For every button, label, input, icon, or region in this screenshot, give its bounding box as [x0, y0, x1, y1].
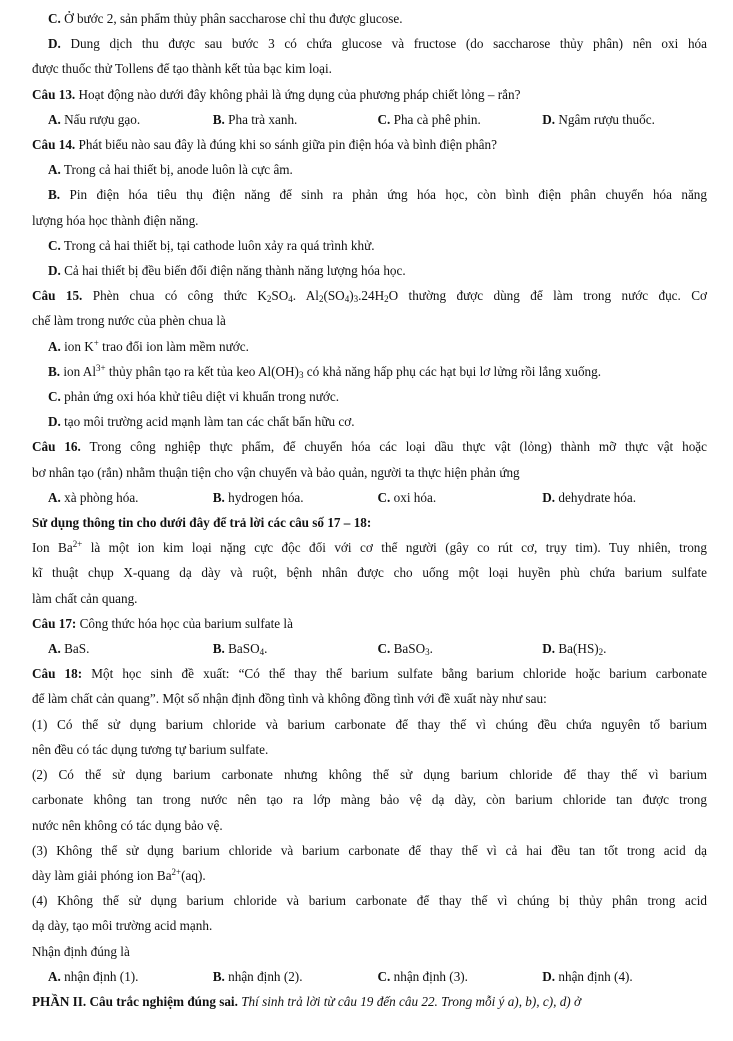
- q15-option-b[interactable]: B. ion $Al^{3+}$ thủy phân tạo ra kết tủa keo $Al(OH)_3$ có khả năng hấp phụ các hạt bụi lơ lửng rồi lắng xuống.: [48, 362, 602, 380]
- q17-option-b[interactable]: B. BaSO$_4$.: [212, 641, 268, 658]
- part-2-heading: PHẦN II. Câu trắc nghiệm đúng sai. Thí sinh trả lời từ câu 19 đến câu 22. Trong mỗi ý a), b), c), d) ở: [32, 993, 582, 1009]
- intro-option-c: C. Ở bước 2, sản phẩm thủy phân saccharose chỉ thu được glucose.: [48, 11, 403, 26]
- q17-option-d[interactable]: D. $Ba(HS)_2$.: [542, 641, 607, 658]
- intro-option-d: D. Dung dịch thu được sau bước 3 có chứa glucose và fructose (do saccharose thủy phân) nên oxi hóa: [48, 36, 707, 52]
- question-15: Câu 15. Phèn chua có công thức $K_2SO_4$. $Al_2(SO_4)_3.24H_2O$ thường được dùng để làm trong nước đục. Cơ: [32, 288, 707, 305]
- q18-option-c[interactable]: C. nhận định (3).: [377, 968, 468, 984]
- q15-option-a[interactable]: A. ion K+ trao đổi ion làm mềm nước.: [48, 337, 249, 354]
- q15-option-d[interactable]: D. tạo môi trường acid mạnh làm tan các chất bẩn hữu cơ.: [48, 414, 355, 430]
- question-16: Câu 16. Trong công nghiệp thực phẩm, để chuyển hóa các loại dầu thực vật (lỏng) thành mỡ thực vật hoặc: [32, 439, 707, 455]
- statement-3-cont: dày làm giải phóng ion $Ba^{2+}(aq)$.: [32, 866, 206, 883]
- q16-option-b[interactable]: B. hydrogen hóa.: [212, 489, 304, 505]
- statement-2-cont-2: nước nên không có tác dụng bảo vệ.: [32, 817, 223, 833]
- question-18-prompt: Nhận định đúng là: [32, 943, 130, 959]
- question-18-options: [32, 964, 707, 989]
- question-18: Câu 18: Một học sinh đề xuất: “Có thể thay thế barium sulfate bằng barium chloride hoặc barium carbonate: [32, 666, 708, 682]
- question-14: Câu 14. Phát biểu nào sau đây là đúng khi so sánh giữa pin điện hóa và bình điện phân?: [32, 137, 497, 153]
- q16-option-a[interactable]: A. xà phòng hóa.: [48, 489, 139, 505]
- q16-option-d[interactable]: D. dehydrate hóa.: [542, 489, 636, 505]
- q14-option-a[interactable]: A. Trong cả hai thiết bị, anode luôn là cực âm.: [48, 162, 293, 178]
- q17-option-a[interactable]: A. BaS.: [48, 641, 90, 657]
- q13-option-a[interactable]: A. Nấu rượu gạo.: [48, 111, 141, 127]
- q16-option-c[interactable]: C. oxi hóa.: [377, 489, 437, 505]
- info-text-2: kĩ thuật chụp X-quang dạ dày và ruột, bệnh nhân được cho uống một loại huyền phù chứa barium sulfate: [32, 565, 707, 581]
- q18-option-d[interactable]: D. nhận định (4).: [542, 968, 633, 984]
- info-heading: Sử dụng thông tin cho dưới đây để trả lời các câu số 17 – 18:: [32, 515, 372, 531]
- statement-2: (2) Có thể sử dụng barium carbonate nhưng không thể sử dụng barium chloride để thay thế vì barium: [32, 767, 707, 783]
- q13-option-b[interactable]: B. Pha trà xanh.: [212, 111, 298, 127]
- q13-option-c[interactable]: C. Pha cà phê phin.: [377, 111, 481, 127]
- question-16-cont: bơ nhân tạo (rắn) nhằm thuận tiện cho vận chuyển và bảo quản, người ta thực hiện phản ứng: [32, 464, 520, 480]
- question-16-options: [32, 485, 707, 510]
- q17-option-c[interactable]: C. BaSO$_3$.: [377, 641, 433, 658]
- q15-option-c[interactable]: C. phản ứng oxi hóa khử tiêu diệt vi khuẩn trong nước.: [48, 389, 340, 405]
- question-13-options: [32, 107, 707, 132]
- statement-3: (3) Không thể sử dụng barium chloride và barium carbonate để thay thế vì cả hai đều tan tốt trong acid dạ: [32, 842, 707, 858]
- question-17: Câu 17: Công thức hóa học của barium sulfate là: [32, 615, 293, 631]
- info-text-1: Ion $Ba^{2+}$ là một ion kim loại nặng cực độc đối với cơ thể người (gây co rút cơ, trụy tim). Tuy nhiên, trong: [32, 539, 707, 556]
- q14-option-c[interactable]: C. Trong cả hai thiết bị, tại cathode luôn xảy ra quá trình khử.: [48, 237, 375, 253]
- q14-option-d[interactable]: D. Cả hai thiết bị đều biến đổi điện năng thành năng lượng hóa học.: [48, 263, 406, 279]
- intro-option-d-cont: được thuốc thử Tollens để tạo thành kết tủa bạc kim loại.: [32, 61, 332, 77]
- q18-option-a[interactable]: A. nhận định (1).: [48, 968, 139, 984]
- question-18-cont: để làm chất cản quang”. Một số nhận định đồng tình và không đồng tình với đề xuất này như sau:: [32, 691, 547, 707]
- statement-4-cont: dạ dày, tạo môi trường acid mạnh.: [32, 918, 213, 934]
- statement-1: (1) Có thể sử dụng barium chloride và barium carbonate để thay thế vì chúng đều chứa nguyên tố barium: [32, 716, 707, 732]
- statement-1-cont: nên đều có tác dụng tương tự barium sulfate.: [32, 741, 269, 757]
- question-15-cont: chế làm trong nước của phèn chua là: [32, 313, 226, 329]
- statement-2-cont: carbonate không tan trong nước nên tạo ra lớp màng bảo vệ dạ dày, còn barium chloride tan được trong: [32, 792, 707, 808]
- q14-option-b[interactable]: B. Pin điện hóa tiêu thụ điện năng để sinh ra phản ứng hóa học, còn bình điện phân chuyển hóa năng: [48, 187, 707, 203]
- info-text-3: làm chất cản quang.: [32, 590, 138, 606]
- q14-option-b-cont: lượng hóa học thành điện năng.: [32, 212, 199, 228]
- statement-4: (4) Không thể sử dụng barium chloride và barium carbonate để thay thế vì chúng bị thủy phân trong acid: [32, 893, 707, 909]
- q13-option-d[interactable]: D. Ngâm rượu thuốc.: [542, 111, 655, 127]
- question-13: Câu 13. Hoạt động nào dưới đây không phải là ứng dụng của phương pháp chiết lỏng – rắn?: [32, 86, 521, 102]
- question-17-options: [32, 636, 707, 661]
- q18-option-b[interactable]: B. nhận định (2).: [212, 968, 303, 984]
